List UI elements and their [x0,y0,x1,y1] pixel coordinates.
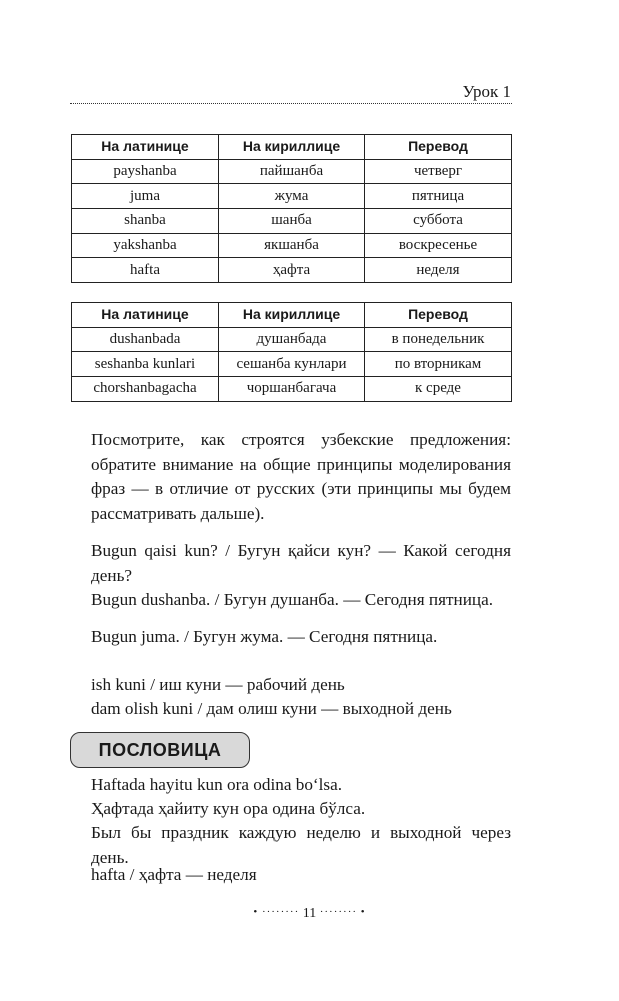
example-sentence: Bugun dushanba. / Бугун душанба. — Сегодня пятница. [91,590,494,609]
proverb-cyrillic: Ҳафтада ҳайиту кун ора одина бўлса. [91,799,366,818]
footer-dots-left: • ········ [253,906,300,918]
table-row [72,184,512,209]
table-row [72,258,512,283]
column-header-latin: На латинице [72,303,219,328]
vocab-line: dam olish kuni / дам олиш куни — выходной день [91,699,452,718]
cell-latin: hafta [72,258,219,283]
footer-dots-right: ········ • [319,906,366,918]
cell-translation: пятница [365,184,512,209]
example-sentence: Bugun qaisi kun? / Бугун қайси кун? — Какой сегодня день? [91,541,511,585]
cell-cyrillic: душанбада [219,327,365,352]
table-row [72,327,512,352]
table-header-row [72,135,512,160]
cell-translation: суббота [365,209,512,234]
cell-translation: неделя [365,258,512,283]
cell-latin: yakshanba [72,233,219,258]
table-header-row [72,303,512,328]
cell-translation: четверг [365,159,512,184]
page-footer [0,906,619,922]
column-header-cyrillic: На кириллице [219,135,365,160]
cell-cyrillic: шанба [219,209,365,234]
page-number: 11 [302,906,317,921]
proverb-note: hafta / ҳафта — неделя [91,865,257,884]
cell-latin: juma [72,184,219,209]
cell-cyrillic: пайшанба [219,159,365,184]
vocab-line: ish kuni / иш куни — рабочий день [91,675,345,694]
column-header-latin: На латинице [72,135,219,160]
cell-cyrillic: сешанба кунлари [219,352,365,377]
cell-latin: chorshanbagacha [72,377,219,402]
cell-latin: seshanba kunlari [72,352,219,377]
proverb-heading: ПОСЛОВИЦА [70,732,250,768]
table-row [72,377,512,402]
lesson-header: Урок 1 [462,82,511,101]
cell-translation: в понедельник [365,327,512,352]
cell-translation: по вторникам [365,352,512,377]
cell-latin: payshanba [72,159,219,184]
vocab-table-cases [71,302,512,402]
cell-translation: воскресенье [365,233,512,258]
example-sentence: Bugun juma. / Бугун жума. — Сегодня пятница. [91,627,438,646]
cell-latin: dushanbada [72,327,219,352]
header-rule [70,103,512,104]
cell-cyrillic: ҳафта [219,258,365,283]
cell-translation: к среде [365,377,512,402]
table-row [72,159,512,184]
intro-paragraph: Посмотрите, как строятся узбекские предложения: обратите внимание на общие принципы моделирования фраз — в отличие от русских (эти принципы мы будем рассматривать дальше). [91,430,511,523]
cell-cyrillic: жума [219,184,365,209]
cell-cyrillic: чоршанбагача [219,377,365,402]
proverb-translation: Был бы праздник каждую неделю и выходной через день. [91,823,511,867]
column-header-translation: Перевод [365,135,512,160]
column-header-cyrillic: На кириллице [219,303,365,328]
column-header-translation: Перевод [365,303,512,328]
table-row [72,209,512,234]
proverb-latin: Haftada hayitu kun ora odina bo‘lsa. [91,775,343,794]
table-row [72,233,512,258]
table-row [72,352,512,377]
vocab-table-days [71,134,512,283]
cell-cyrillic: якшанба [219,233,365,258]
cell-latin: shanba [72,209,219,234]
